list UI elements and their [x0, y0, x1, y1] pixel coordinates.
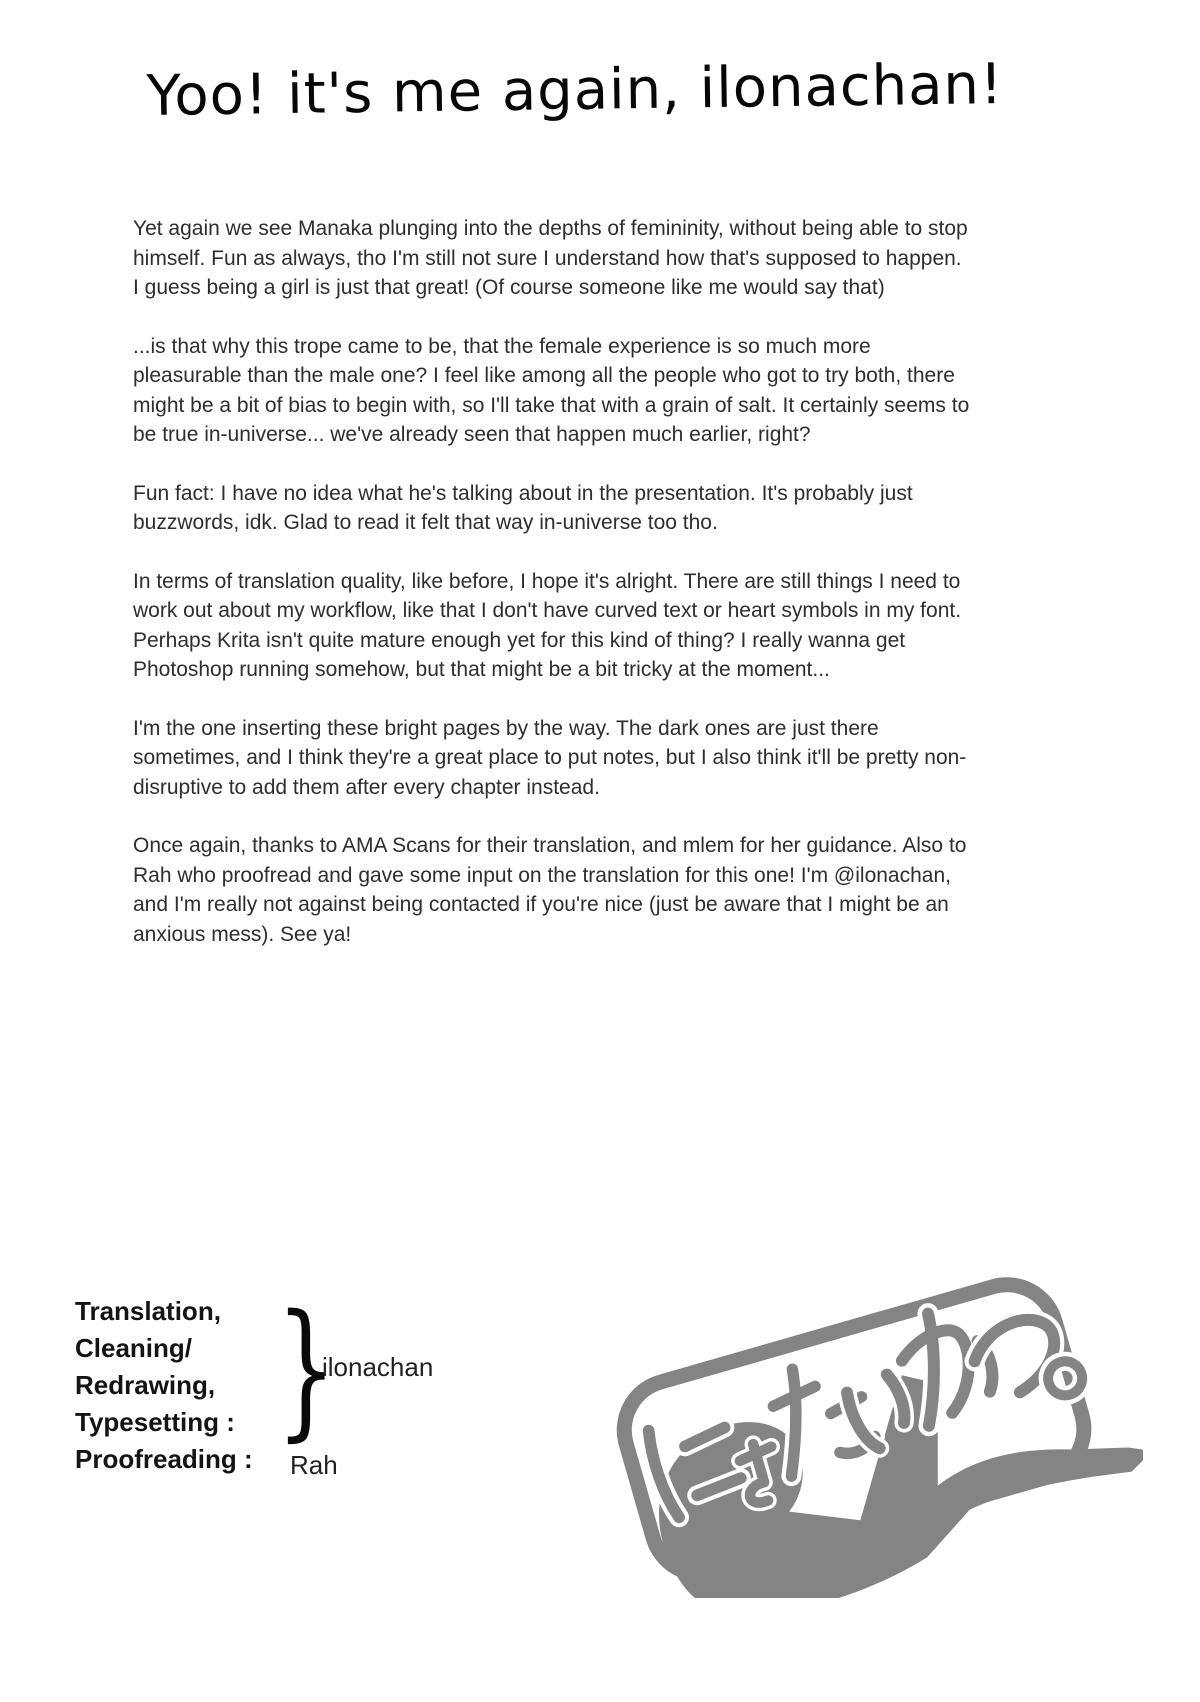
page-title: Yoo! it's me again, ilonachan! — [146, 52, 1004, 129]
credit-role-labels — [75, 1293, 253, 1478]
logo-stamp-group — [612, 1258, 1143, 1598]
credit-role-typesetting: Typesetting : — [75, 1407, 235, 1437]
credit-role-cleaning: Cleaning/ — [75, 1333, 193, 1363]
paragraph: In terms of translation quality, like before, I hope it's alright. There are still things I need to work out about my workflow, like that I don't have curved text or heart symbols in my font. Perhaps Krita isn't quite mature enough yet for this kind of thing? I really wanna get Photoshop running somehow, but that might be a bit tricky at the moment... — [133, 569, 962, 681]
credit-role-redrawing: Redrawing, — [75, 1370, 216, 1400]
credit-name-rah: Rah — [290, 1450, 338, 1480]
credit-name-ilonachan: ilonachan — [322, 1352, 434, 1382]
paragraph: ...is that why this trope came to be, that the female experience is so much more pleasurable than the male one? I feel like among all the people who got to try both, there might be a bit of bias to begin with, so I'll take that with a grain of salt. It certainly seems to be true in-universe... we've already seen that happen much earlier, right? — [133, 334, 970, 446]
paragraph: Fun fact: I have no idea what he's talking about in the presentation. It's probably just buzzwords, idk. Glad to read it felt that way in-universe too tho. — [133, 481, 913, 534]
series-logo-stamp — [583, 1258, 1143, 1598]
translator-notes — [133, 214, 971, 949]
paragraph: Once again, thanks to AMA Scans for their translation, and mlem for her guidance. Also to Rah who proofread and gave some input on the translation for this one! I'm @ilonachan, and I'm really not against being contacted if you're nice (just be aware that I might be an anxious mess). See ya! — [133, 834, 967, 946]
curly-brace-glyph: } — [276, 1283, 337, 1456]
credit-role-translation: Translation, — [75, 1296, 221, 1326]
credit-role-proofreading: Proofreading : — [75, 1444, 253, 1474]
logo-stamp-svg — [583, 1258, 1143, 1598]
paragraph: I'm the one inserting these bright pages by the way. The dark ones are just there sometimes, and I think they're a great place to put notes, but I also think it'll be pretty non-disruptive to add them after every chapter instead. — [133, 716, 967, 799]
paragraph: Yet again we see Manaka plunging into the depths of femininity, without being able to stop himself. Fun as always, tho I'm still not sure I understand how that's supposed to happen. I guess being a girl is just that great! (Of course someone like me would say that) — [133, 217, 968, 299]
